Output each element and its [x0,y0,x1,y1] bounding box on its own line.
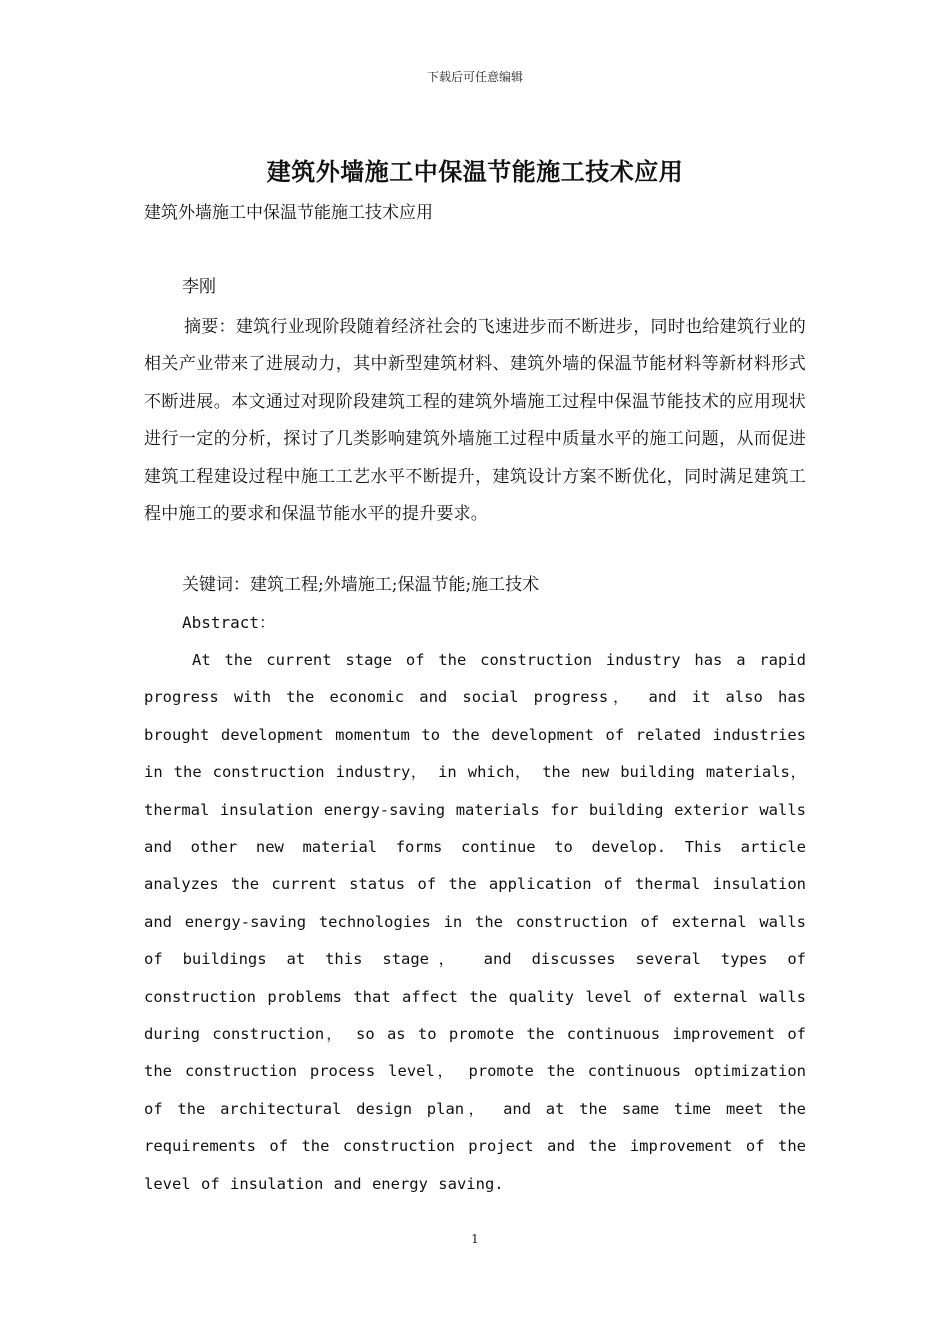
english-abstract: At the current stage of the construction industry has a rapid progress with the economic and social progress， and it also has brought development momentum to the development of related industries in the construction industry， in which， the new building materials， thermal insulation energy-saving materials for building exterior walls and other new material forms continue to develop. This article analyzes the current status of the application of thermal insulation and energy-saving technologies in the construction of external walls of buildings at this stage， and discusses several types of construction problems that affect the quality level of external walls during construction， so as to promote the continuous improvement of the construction process level， promote the continuous optimization of the architectural design plan， and at the same time meet the requirements of the construction project and the improvement of the level of insulation and energy saving. [144,651,806,1193]
keywords-line: 关键词：建筑工程;外墙施工;保温节能;施工技术 [182,575,540,595]
chinese-abstract: 摘要：建筑行业现阶段随着经济社会的飞速进步而不断进步，同时也给建筑行业的相关产业带来了进展动力，其中新型建筑材料、建筑外墙的保温节能材料等新材料形式不断进展。本文通过对现阶段建筑工程的建筑外墙施工过程中保温节能技术的应用现状进行一定的分析，探讨了几类影响建筑外墙施工过程中质量水平的施工问题，从而促进建筑工程建设过程中施工工艺水平不断提升，建筑设计方案不断优化，同时满足建筑工程中施工的要求和保温节能水平的提升要求。 [144,317,806,525]
document-title: 建筑外墙施工中保温节能施工技术应用 [266,157,684,186]
document-subtitle: 建筑外墙施工中保温节能施工技术应用 [144,203,433,223]
english-abstract-label: Abstract： [182,613,276,632]
author-name: 李刚 [182,277,216,297]
page-number: 1 [471,1232,479,1246]
header-note: 下载后可任意编辑 [426,70,523,84]
